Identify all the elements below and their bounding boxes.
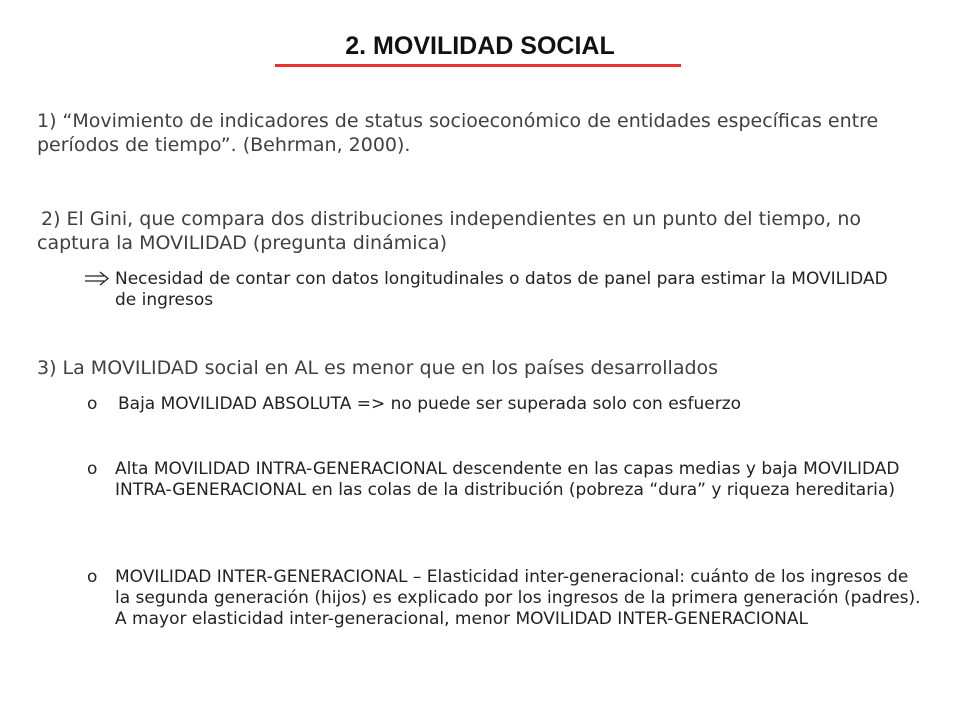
implication-text: Necesidad de contar con datos longitudinales o datos de panel para estimar la MOVILIDAD de ingresos bbox=[115, 269, 888, 310]
point-3-text: 3) La MOVILIDAD social en AL es menor que en los países desarrollados bbox=[37, 357, 719, 379]
bullet-item-1 bbox=[87, 394, 905, 415]
bullet-text: Alta MOVILIDAD INTRA-GENERACIONAL descendente en las capas medias y baja MOVILIDAD INTRA-GENERACIONAL en las colas de la distribución (pobreza “dura” y riqueza hereditaria) bbox=[115, 459, 900, 500]
bullet-text: Baja MOVILIDAD ABSOLUTA => no puede ser superada solo con esfuerzo bbox=[118, 394, 742, 414]
bullet-item-3 bbox=[87, 567, 925, 630]
bullet-marker: o bbox=[87, 567, 98, 587]
implication-item bbox=[115, 269, 895, 311]
bullet-marker: o bbox=[87, 394, 98, 414]
bullet-text: MOVILIDAD INTER-GENERACIONAL – Elasticidad inter-generacional: cuánto de los ingresos de la segunda generación (hijos) es explicado por los ingresos de la primera generación (padres). A mayor elasticidad inter-generacional, menor MOVILIDAD INTER-GENERACIONAL bbox=[115, 567, 921, 629]
bullet-item-2 bbox=[87, 459, 925, 501]
point-1-text: 1) “Movimiento de indicadores de status socioeconómico de entidades específicas entre períodos de tiempo”. (Behrman, 2000). bbox=[37, 110, 879, 156]
slide-title: 2. MOVILIDAD SOCIAL bbox=[345, 32, 615, 60]
bullet-marker: o bbox=[87, 459, 98, 479]
implies-arrow-icon bbox=[82, 269, 112, 290]
point-2-text: 2) El Gini, que compara dos distribuciones independientes en un punto del tiempo, no captura la MOVILIDAD (pregunta dinámica) bbox=[37, 208, 861, 254]
title-underline bbox=[275, 64, 681, 67]
